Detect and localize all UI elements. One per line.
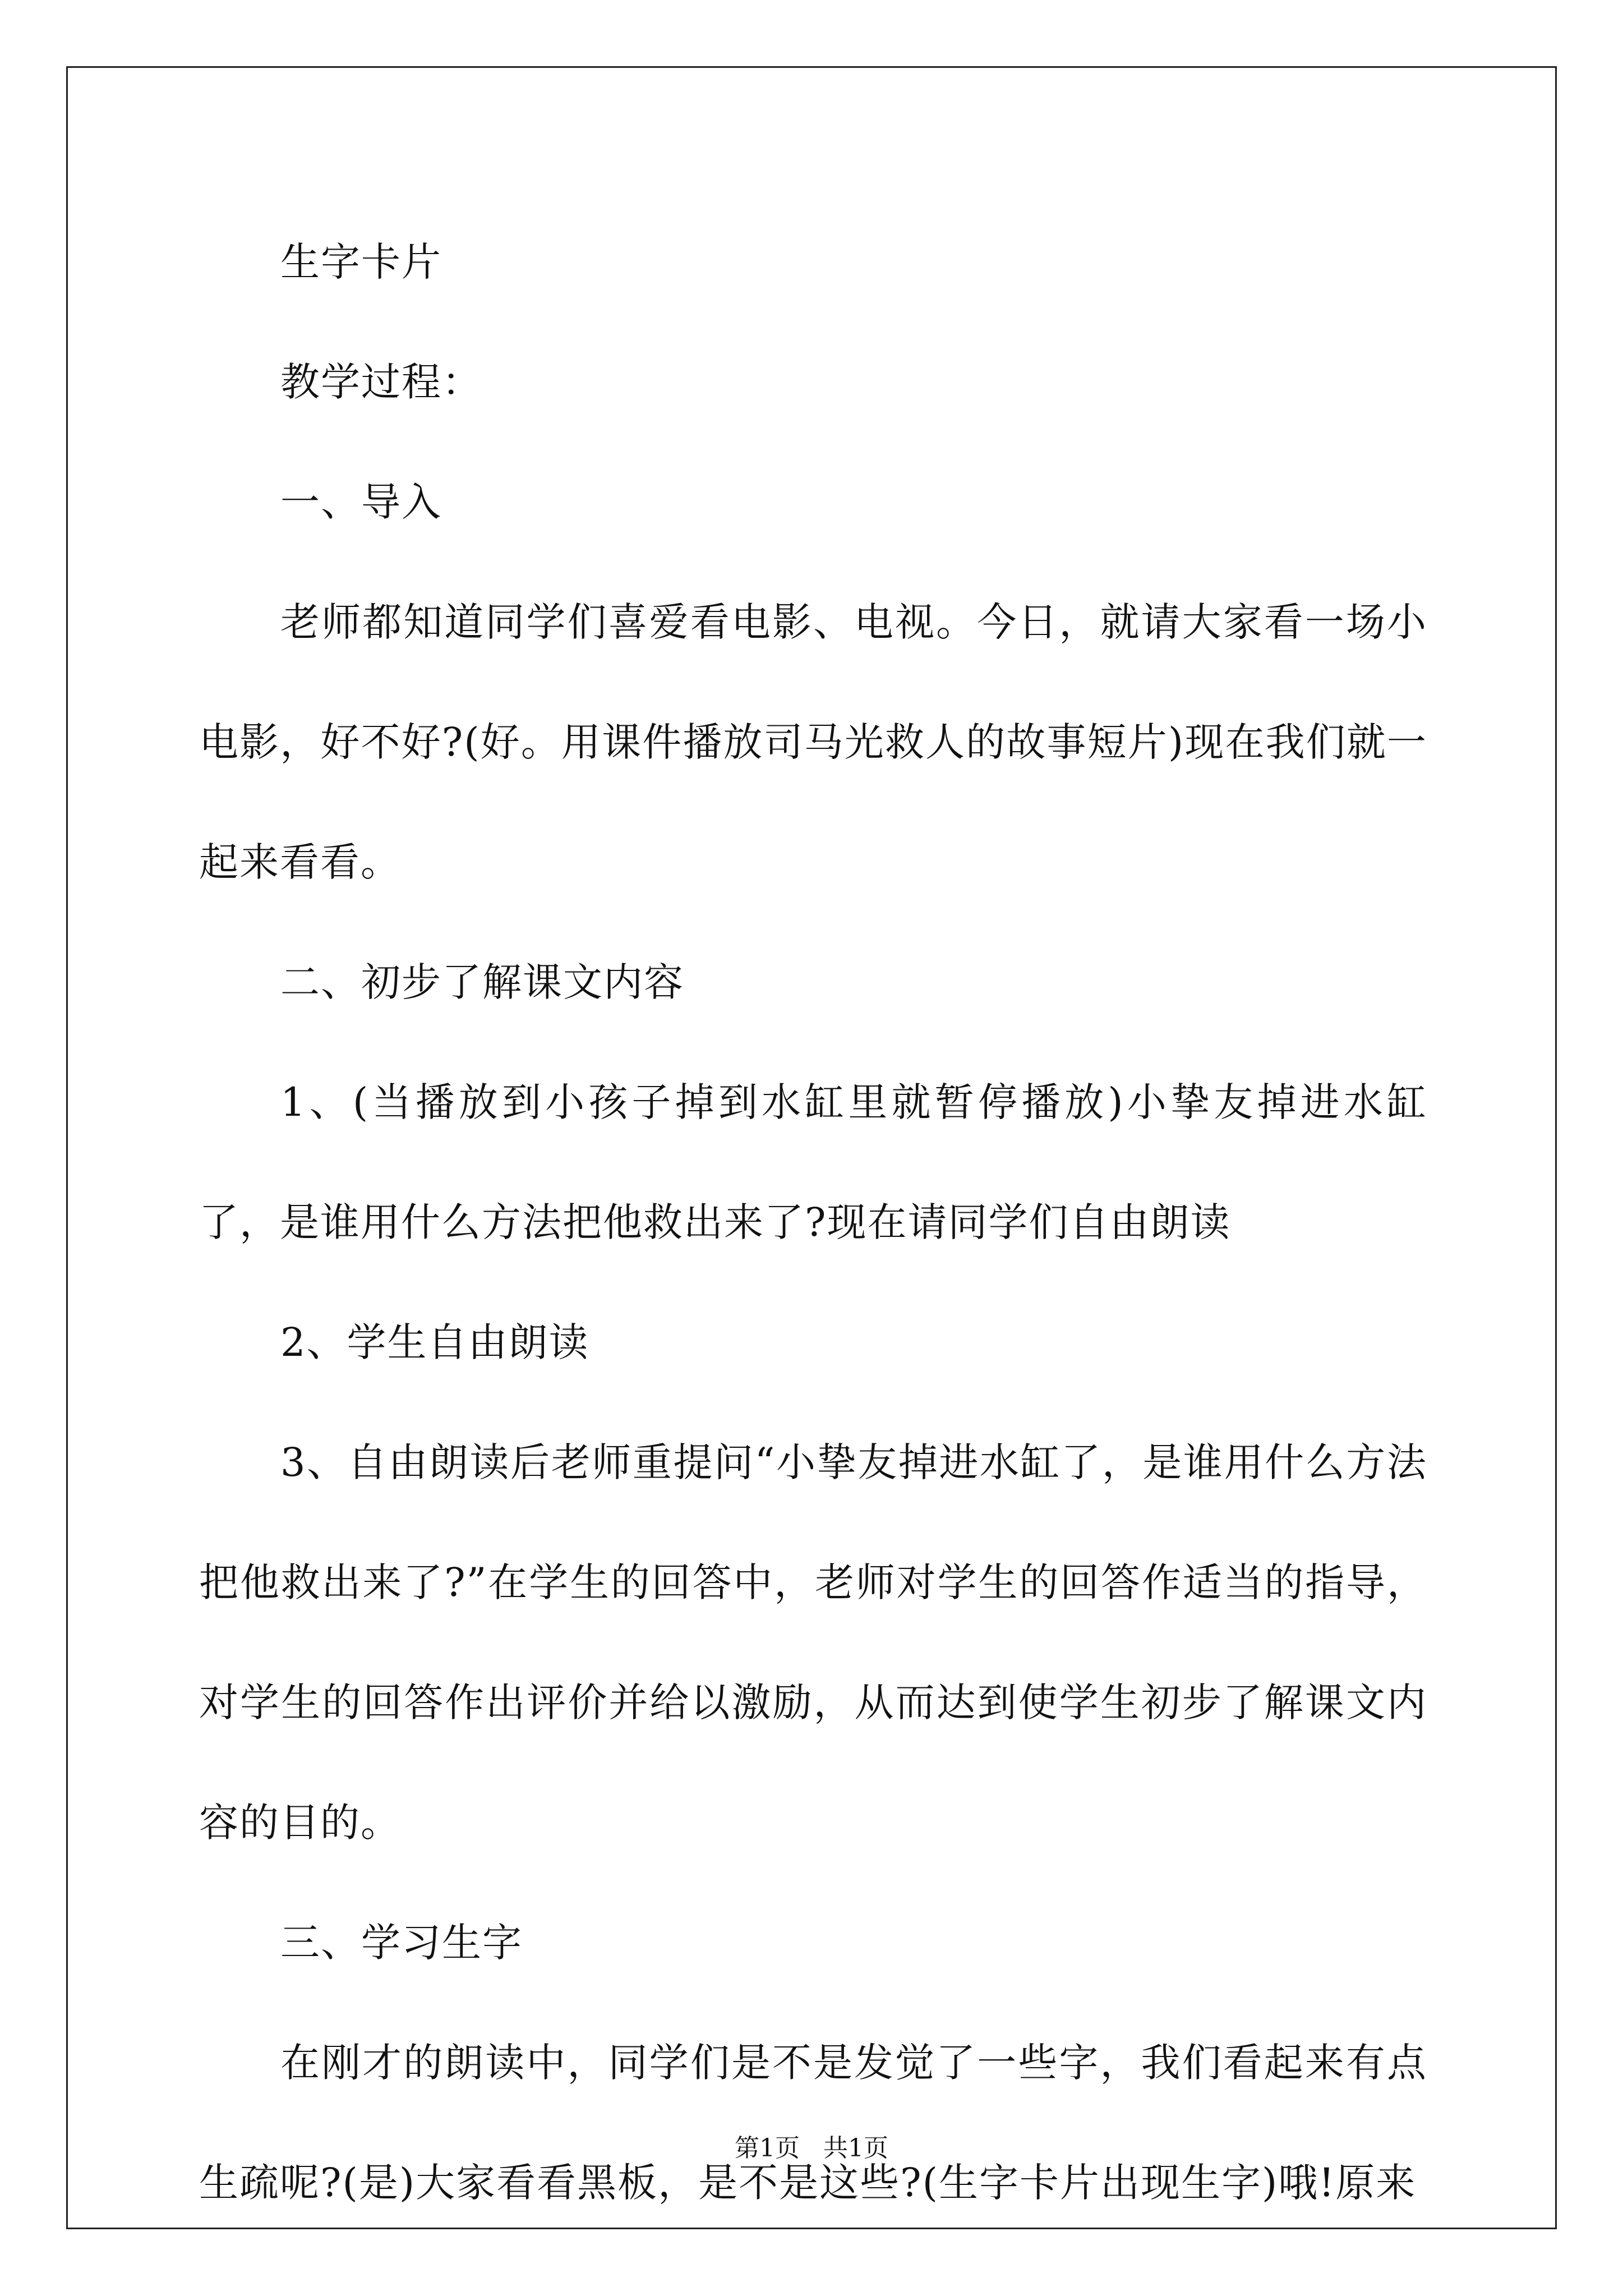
page-footer <box>0 2128 1623 2164</box>
page-number-current: 第1页 <box>735 2134 800 2162</box>
page-number-total: 共1页 <box>823 2134 888 2162</box>
paragraph-9: 三、学习生字 <box>280 1920 523 1966</box>
paragraph-4: 老师都知道同学们喜爱看电影、电视。今日，就请大家看一场小电影，好不好?(好。用课件播放司马光救人的故事短片)现在我们就一起来看看。 <box>199 599 1427 885</box>
paragraph-5: 二、初步了解课文内容 <box>280 959 684 1005</box>
paragraph-7: 2、学生自由朗读 <box>280 1319 589 1365</box>
paragraph-6: 1、(当播放到小孩子掉到水缸里就暂停播放)小挚友掉进水缸了，是谁用什么方法把他救出来了?现在请同学们自由朗读 <box>199 1079 1427 1245</box>
paragraph-3: 一、导入 <box>280 479 442 525</box>
paragraph-2: 教学过程： <box>280 359 482 405</box>
paragraph-8: 3、自由朗读后老师重提问“小挚友掉进水缸了，是谁用什么方法把他救出来了?”在学生的回答中，老师对学生的回答作适当的指导，对学生的回答作出评价并给以激励，从而达到使学生初步了解课文内容的目的。 <box>199 1439 1427 1846</box>
document-body <box>199 202 1427 2243</box>
paragraph-1: 生字卡片 <box>280 239 442 285</box>
paragraph-10: 在刚才的朗读中，同学们是不是发觉了一些字，我们看起来有点生疏呢?(是)大家看看黑板，是不是这些?(生字卡片出现生字)哦!原来 <box>199 2040 1427 2206</box>
